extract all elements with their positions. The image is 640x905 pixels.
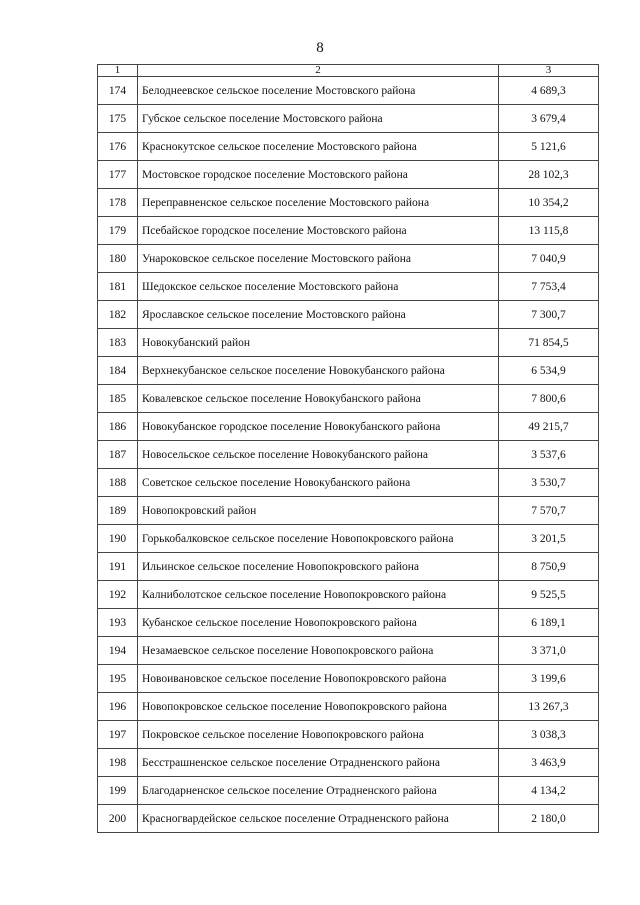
row-value: 3 463,9 [499,749,599,777]
row-name: Благодарненское сельское поселение Отрадненского района [138,777,499,805]
row-value: 6 534,9 [499,357,599,385]
table-row [98,357,599,385]
row-name: Шедокское сельское поселение Мостовского района [138,273,499,301]
row-number: 178 [98,189,138,217]
row-number: 177 [98,161,138,189]
row-value: 49 215,7 [499,413,599,441]
table-row [98,189,599,217]
table-row [98,609,599,637]
row-value: 3 537,6 [499,441,599,469]
table-row [98,553,599,581]
row-number: 192 [98,581,138,609]
row-name: Ковалевское сельское поселение Новокубанского района [138,385,499,413]
row-name: Покровское сельское поселение Новопокровского района [138,721,499,749]
row-name: Советское сельское поселение Новокубанского района [138,469,499,497]
row-value: 7 800,6 [499,385,599,413]
row-name: Новопокровское сельское поселение Новопокровского района [138,693,499,721]
row-number: 186 [98,413,138,441]
table-row [98,637,599,665]
table-row [98,385,599,413]
table-row [98,749,599,777]
table-row [98,77,599,105]
row-value: 7 753,4 [499,273,599,301]
row-number: 188 [98,469,138,497]
row-value: 5 121,6 [499,133,599,161]
row-value: 13 267,3 [499,693,599,721]
table-row [98,581,599,609]
table-row [98,777,599,805]
row-value: 3 199,6 [499,665,599,693]
row-number: 181 [98,273,138,301]
table-row [98,721,599,749]
row-number: 179 [98,217,138,245]
table-row [98,665,599,693]
row-name: Унароковское сельское поселение Мостовского района [138,245,499,273]
row-name: Новокубанский район [138,329,499,357]
row-name: Новопокровский район [138,497,499,525]
row-value: 3 679,4 [499,105,599,133]
row-value: 28 102,3 [499,161,599,189]
table-row [98,469,599,497]
row-value: 4 134,2 [499,777,599,805]
table-row [98,441,599,469]
row-value: 13 115,8 [499,217,599,245]
row-value: 7 300,7 [499,301,599,329]
row-number: 198 [98,749,138,777]
row-number: 199 [98,777,138,805]
row-value: 71 854,5 [499,329,599,357]
row-name: Верхнекубанское сельское поселение Новокубанского района [138,357,499,385]
table-row [98,133,599,161]
row-number: 193 [98,609,138,637]
row-value: 3 038,3 [499,721,599,749]
page-number: 8 [316,40,324,56]
row-number: 194 [98,637,138,665]
row-value: 7 570,7 [499,497,599,525]
table-row [98,525,599,553]
row-number: 190 [98,525,138,553]
table-row [98,217,599,245]
row-name: Незамаевское сельское поселение Новопокровского района [138,637,499,665]
table-row [98,497,599,525]
row-value: 3 530,7 [499,469,599,497]
row-name: Псебайское городское поселение Мостовского района [138,217,499,245]
row-name: Новокубанское городское поселение Новокубанского района [138,413,499,441]
row-number: 174 [98,77,138,105]
row-value: 10 354,2 [499,189,599,217]
row-name: Краснокутское сельское поселение Мостовского района [138,133,499,161]
table-header-row [98,65,599,77]
row-name: Губское сельское поселение Мостовского района [138,105,499,133]
header-col-3: 3 [499,65,599,77]
row-number: 196 [98,693,138,721]
row-number: 184 [98,357,138,385]
row-name: Ильинское сельское поселение Новопокровского района [138,553,499,581]
row-number: 195 [98,665,138,693]
row-name: Красногвардейское сельское поселение Отрадненского района [138,805,499,833]
header-col-2: 2 [138,65,499,77]
row-number: 191 [98,553,138,581]
row-number: 187 [98,441,138,469]
row-value: 2 180,0 [499,805,599,833]
row-number: 182 [98,301,138,329]
row-value: 6 189,1 [499,609,599,637]
row-name: Переправненское сельское поселение Мостовского района [138,189,499,217]
row-number: 197 [98,721,138,749]
row-name: Бесстрашненское сельское поселение Отрадненского района [138,749,499,777]
row-number: 175 [98,105,138,133]
table-row [98,161,599,189]
row-number: 176 [98,133,138,161]
row-value: 8 750,9 [499,553,599,581]
data-table [97,64,599,833]
row-value: 9 525,5 [499,581,599,609]
table-row [98,301,599,329]
table-row [98,805,599,833]
row-number: 180 [98,245,138,273]
table-row [98,245,599,273]
row-value: 4 689,3 [499,77,599,105]
row-name: Ярославское сельское поселение Мостовского района [138,301,499,329]
row-number: 185 [98,385,138,413]
table-row [98,693,599,721]
table-row [98,273,599,301]
row-name: Мостовское городское поселение Мостовского района [138,161,499,189]
row-name: Новоивановское сельское поселение Новопокровского района [138,665,499,693]
row-number: 183 [98,329,138,357]
row-value: 7 040,9 [499,245,599,273]
row-value: 3 371,0 [499,637,599,665]
row-value: 3 201,5 [499,525,599,553]
row-name: Кубанское сельское поселение Новопокровского района [138,609,499,637]
row-name: Белоднеевское сельское поселение Мостовского района [138,77,499,105]
table-row [98,413,599,441]
header-col-1: 1 [98,65,138,77]
table-row [98,329,599,357]
table-row [98,105,599,133]
row-name: Калниболотское сельское поселение Новопокровского района [138,581,499,609]
row-number: 200 [98,805,138,833]
row-name: Горькобалковское сельское поселение Новопокровского района [138,525,499,553]
row-name: Новосельское сельское поселение Новокубанского района [138,441,499,469]
row-number: 189 [98,497,138,525]
